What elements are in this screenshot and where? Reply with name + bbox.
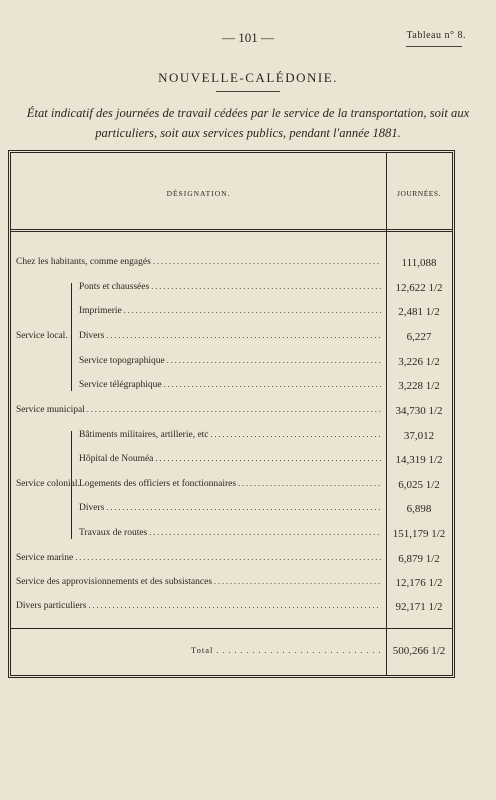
row-value: 6,025 1/2 bbox=[398, 479, 440, 491]
row-label: Service marine . . . bbox=[16, 553, 381, 563]
row-value: 6,879 1/2 bbox=[398, 553, 440, 565]
row-value: 14,319 1/2 bbox=[395, 454, 443, 466]
page-number: — 101 — bbox=[222, 30, 274, 45]
row-label: Service topographique . . . bbox=[79, 356, 381, 366]
row-label: Divers particuliers . . . bbox=[16, 601, 381, 611]
row-label: Travaux de routes . . . bbox=[79, 528, 381, 538]
table-row bbox=[11, 528, 452, 544]
row-value: 12,176 1/2 bbox=[395, 577, 443, 589]
table-caption: État indicatif des journées de travail cédées par le service de la transportation, soit aux particuliers, soit aux services publics, pendant l'année 1881. bbox=[26, 106, 470, 140]
table-row bbox=[11, 430, 452, 446]
row-value: 3,226 1/2 bbox=[398, 356, 440, 368]
table-row bbox=[11, 380, 452, 396]
row-label: Chez les habitants, comme engagés . . . bbox=[16, 257, 381, 267]
row-value: 34,730 1/2 bbox=[395, 405, 443, 417]
table-row bbox=[11, 257, 452, 273]
tableau-rule bbox=[406, 46, 462, 47]
title-rule bbox=[216, 91, 280, 92]
table-row bbox=[11, 331, 452, 347]
table-row bbox=[11, 479, 452, 495]
row-label: Logements des officiers et fonctionnaires . . . bbox=[79, 479, 381, 489]
row-label: Service des approvisionnements et des subsistances . . . bbox=[16, 577, 381, 587]
column-header-journees: JOURNÉES. bbox=[397, 189, 441, 198]
total-value: 500,266 1/2 bbox=[392, 645, 446, 657]
row-label: Bâtiments militaires, artillerie, etc . . . bbox=[79, 430, 381, 440]
row-value: 12,622 1/2 bbox=[395, 282, 443, 294]
table-row bbox=[11, 601, 452, 617]
table-row bbox=[11, 503, 452, 519]
row-value: 6,227 bbox=[406, 331, 432, 343]
total-row bbox=[11, 645, 452, 661]
row-label: Ponts et chaussées . . . bbox=[79, 282, 381, 292]
table-row bbox=[11, 405, 452, 421]
row-label: Divers . . . bbox=[79, 331, 381, 341]
header-rule bbox=[11, 229, 452, 232]
row-value: 37,012 bbox=[403, 430, 435, 442]
row-value: 111,088 bbox=[401, 257, 437, 269]
row-label: Service télégraphique . . . bbox=[79, 380, 381, 390]
tableau-label: Tableau n° 8. bbox=[406, 30, 466, 41]
total-rule bbox=[11, 628, 452, 629]
group-label-service-colonial: Service colonial. bbox=[16, 479, 80, 489]
row-label: Service municipal . . . bbox=[16, 405, 381, 415]
table-row bbox=[11, 306, 452, 322]
row-value: 3,228 1/2 bbox=[398, 380, 440, 392]
row-label: Divers . . . bbox=[79, 503, 381, 513]
journees-table bbox=[8, 150, 455, 678]
table-row bbox=[11, 553, 452, 569]
row-label: Hôpital de Nouméa . . . bbox=[79, 454, 381, 464]
row-value: 2,481 1/2 bbox=[398, 306, 440, 318]
row-value: 6,898 bbox=[406, 503, 432, 515]
page-title: NOUVELLE-CALÉDONIE. bbox=[158, 70, 338, 85]
table-row bbox=[11, 356, 452, 372]
row-label: Imprimerie . . . bbox=[79, 306, 381, 316]
table-row bbox=[11, 282, 452, 298]
column-header-designation: DÉSIGNATION. bbox=[166, 189, 231, 198]
row-value: 92,171 1/2 bbox=[395, 601, 443, 613]
total-label: Total . . . bbox=[191, 645, 381, 655]
row-value: 151,179 1/2 bbox=[392, 528, 446, 540]
table-row bbox=[11, 577, 452, 593]
table-row bbox=[11, 454, 452, 470]
group-label-service-local: Service local. . bbox=[16, 331, 73, 341]
